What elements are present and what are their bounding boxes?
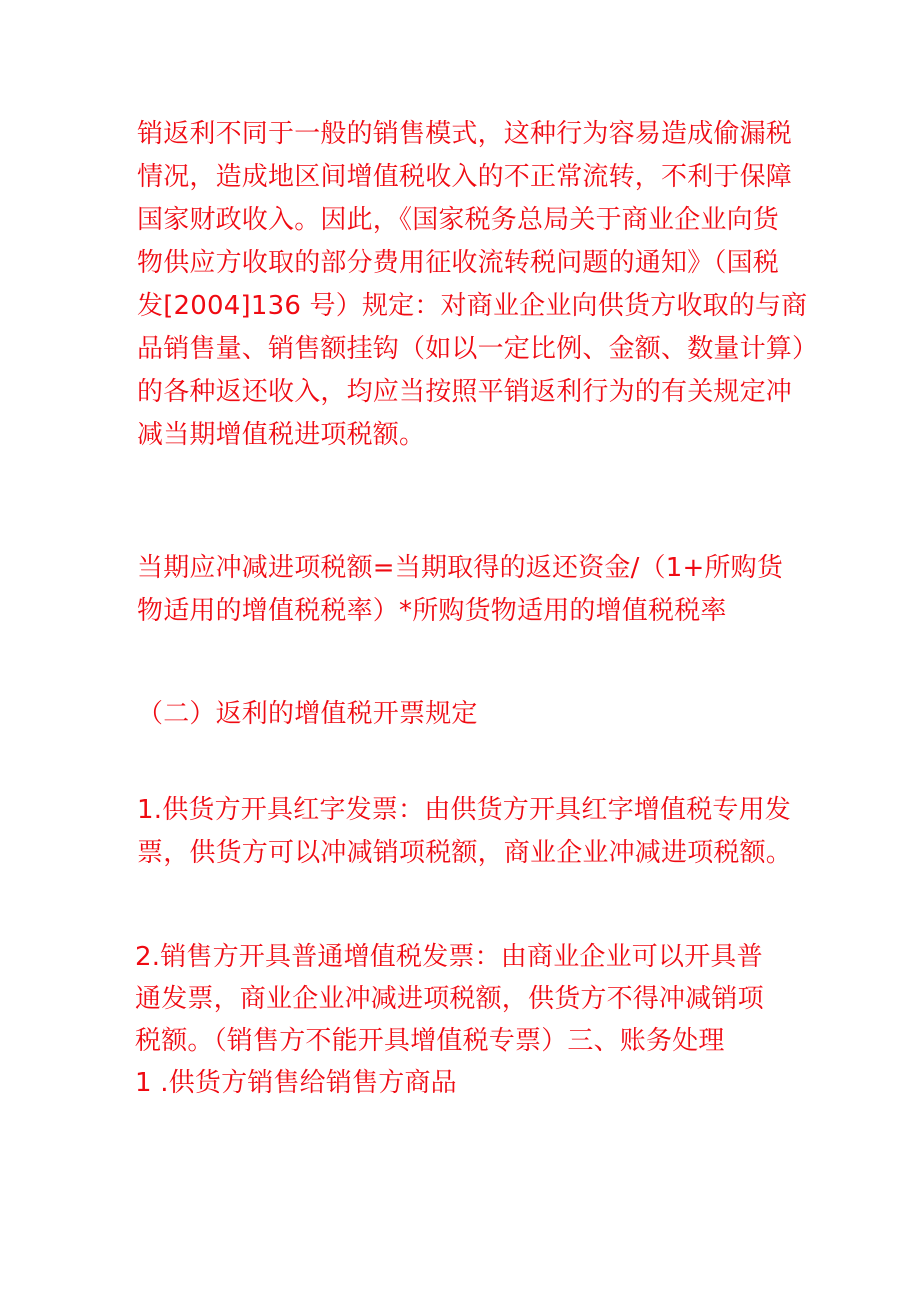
- text-line: 物供应方收取的部分费用征收流转税问题的通知》（国税: [137, 248, 780, 278]
- paragraph-item-2: [135, 936, 764, 1104]
- text-line: 1.供货方开具红字发票：由供货方开具红字增值税专用发: [137, 795, 792, 825]
- text-line: 销返利不同于一般的销售模式，这种行为容易造成偷漏税: [137, 119, 793, 149]
- text-line: 情况，造成地区间增值税收入的不正常流转，不利于保障: [137, 162, 793, 192]
- text-line: 物适用的增值税税率）*所购货物适用的增值税税率: [137, 596, 727, 626]
- text-line: 1 .供货方销售给销售方商品: [135, 1068, 457, 1098]
- text-line: 国家财政收入。因此，《国家税务总局关于商业企业向货: [137, 205, 780, 235]
- text-line: 品销售量、销售额挂钩（如以一定比例、金额、数量计算）: [137, 334, 819, 364]
- text-line: 发[2004]136 号）规定：对商业企业向供货方收取的与商: [137, 291, 808, 321]
- paragraph-formula: [137, 547, 783, 633]
- text-line: 税额。（销售方不能开具增值税专票）三、账务处理: [135, 1026, 725, 1056]
- text-line: 减当期增值税进项税额。: [137, 420, 426, 450]
- heading-line: （二）返利的增值税开票规定: [137, 699, 478, 729]
- text-line: 当期应冲减进项税额=当期取得的返还资金/（1+所购货: [137, 553, 784, 583]
- paragraph-rebate-regulation: [137, 113, 818, 457]
- section-heading: [137, 693, 478, 736]
- text-line: 通发票，商业企业冲减进项税额，供货方不得冲减销项: [135, 984, 764, 1014]
- text-line: 的各种返还收入，均应当按照平销返利行为的有关规定冲: [137, 377, 793, 407]
- text-line: 2.销售方开具普通增值税发票：由商业企业可以开具普: [135, 942, 763, 972]
- paragraph-item-1: [137, 789, 792, 875]
- text-line: 票，供货方可以冲减销项税额，商业企业冲减进项税额。: [137, 838, 793, 868]
